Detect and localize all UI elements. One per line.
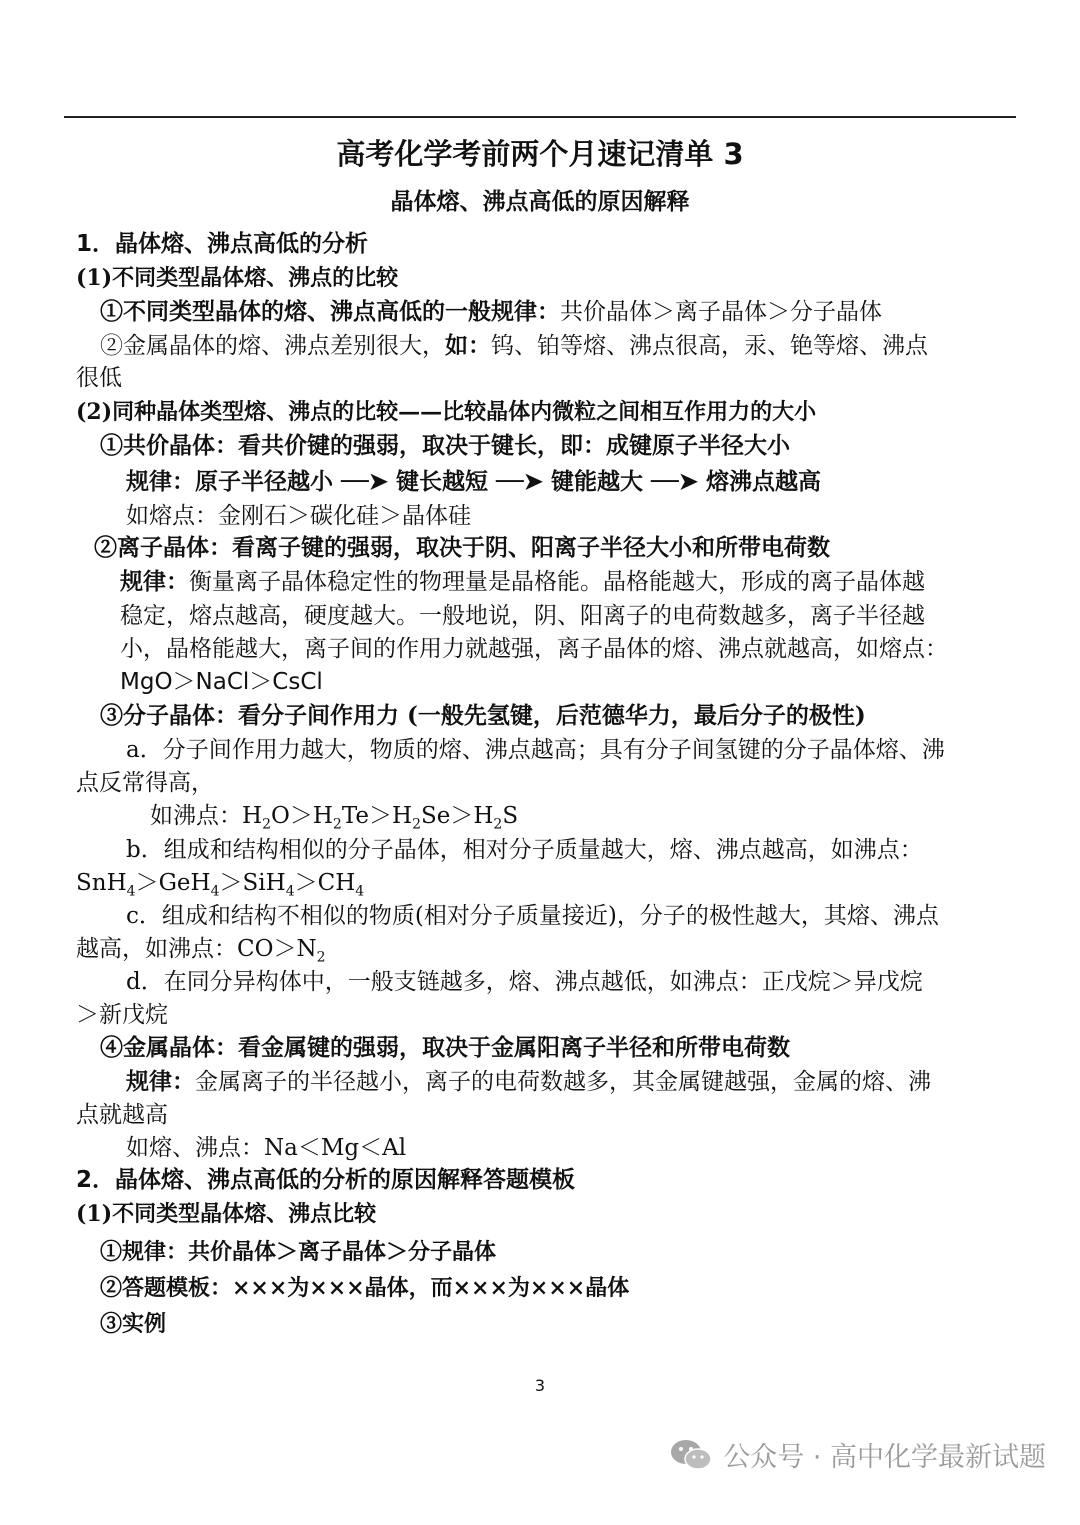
text-line: 稳定，熔点越高，硬度越大。一般地说，阴、阳离子的电荷数越多，离子半径越 <box>120 603 925 629</box>
arrow-icon: ──➤ <box>651 468 698 495</box>
bold-lead: 如： <box>445 332 491 359</box>
text-span: 金属离子的半径越小，离子的电荷数越多，其金属键越强，金属的熔、沸 <box>195 1069 931 1095</box>
text-span: 钨、铂等熔、沸点很高，汞、铯等熔、沸点 <box>491 333 928 359</box>
formula-part: ＞SiH <box>219 870 286 896</box>
subscript: 2 <box>262 816 271 833</box>
arrow-icon: ──➤ <box>496 468 543 495</box>
text-span: 衡量离子晶体稳定性的物理量是晶格能。晶格能越大，形成的离子晶体越 <box>189 569 925 595</box>
point-heading: ①规律：共价晶体＞离子晶体＞分子晶体 <box>100 1239 497 1265</box>
point-heading: ②答题模板：×××为×××晶体，而×××为×××晶体 <box>100 1275 630 1301</box>
page-number: 3 <box>534 1376 546 1395</box>
text-line <box>126 1066 931 1098</box>
formula-part: ＞CH <box>294 870 356 896</box>
bold-lead: ①不同类型晶体的熔、沸点高低的一般规律： <box>100 298 560 325</box>
subscript: 2 <box>493 816 503 833</box>
subsection-heading: (1)不同类型晶体熔、沸点的比较 <box>76 265 399 291</box>
subscript: 4 <box>285 883 295 900</box>
point-heading: ④金属晶体：看金属键的强弱，取决于金属阳离子半径和所带电荷数 <box>100 1034 790 1061</box>
page-subtitle: 晶体熔、沸点高低的原因解释 <box>390 189 690 215</box>
watermark-text: 公众号 · 高中化学最新试题 <box>723 1442 1046 1473</box>
text-span: 熔沸点越高 <box>706 468 821 495</box>
text-span: 键能越大 <box>551 468 643 495</box>
subsection-heading: (1)不同类型晶体熔、沸点比较 <box>76 1201 377 1227</box>
point-heading: ③实例 <box>100 1311 167 1337</box>
subscript: 4 <box>355 883 365 900</box>
top-rule <box>64 116 1016 118</box>
subscript: 2 <box>412 816 421 833</box>
formula-line <box>76 867 364 899</box>
text-line: 点反常得高， <box>76 770 214 796</box>
subscript: 4 <box>210 883 220 900</box>
text-line: 很低 <box>76 365 122 391</box>
text-line <box>100 330 928 362</box>
formula-part: H <box>242 803 263 829</box>
page-title: 高考化学考前两个月速记清单 3 <box>336 137 744 171</box>
point-heading: ①共价晶体：看共价键的强弱，取决于键长，即：成键原子半径大小 <box>100 432 790 459</box>
text-span: 越高，如沸点：CO＞N <box>76 936 317 962</box>
bold-lead: 规律： <box>126 1068 195 1095</box>
text-line: c．组成和结构不相似的物质(相对分子质量接近)，分子的极性越大，其熔、沸点 <box>126 903 939 929</box>
text-line: d．在同分异构体中，一般支链越多，熔、沸点越低，如沸点：正戊烷＞异戊烷 <box>126 969 923 995</box>
text-line: ＞新戊烷 <box>76 1002 168 1028</box>
formula-part: Te＞H <box>341 803 413 829</box>
formula-part: O＞H <box>270 803 333 829</box>
text-line <box>100 296 882 328</box>
text-line: b．组成和结构相似的分子晶体，相对分子质量越大，熔、沸点越高，如沸点： <box>126 837 923 863</box>
section-heading-2: 2．晶体熔、沸点高低的分析的原因解释答题模板 <box>76 1167 576 1193</box>
text-span: 共价晶体＞离子晶体＞分子晶体 <box>560 299 882 325</box>
watermark <box>669 1435 1046 1474</box>
text-line: MgO＞NaCl＞CsCl <box>120 669 323 695</box>
text-span: 如沸点： <box>150 803 242 829</box>
point-heading: ③分子晶体：看分子间作用力 (一般先氢键，后范德华力，最后分子的极性) <box>100 702 866 729</box>
arrow-icon: ──➤ <box>341 468 388 495</box>
formula-part: S <box>502 803 519 829</box>
text-line: a．分子间作用力越大，物质的熔、沸点越高；具有分子间氢键的分子晶体熔、沸 <box>126 737 945 763</box>
subscript: 4 <box>126 883 136 900</box>
text-line <box>120 566 925 598</box>
subscript: 2 <box>316 949 326 966</box>
wechat-icon <box>669 1437 713 1473</box>
section-heading-1: 1．晶体熔、沸点高低的分析 <box>76 231 369 257</box>
text-line: 如熔点：金刚石＞碳化硅＞晶体硅 <box>126 503 471 529</box>
text-line: 如熔、沸点：Na＜Mg＜Al <box>126 1135 407 1161</box>
text-line: 点就越高 <box>76 1102 168 1128</box>
formula-part: Se＞H <box>420 803 494 829</box>
point-heading: ②离子晶体：看离子键的强弱，取决于阴、阳离子半径大小和所带电荷数 <box>94 534 830 561</box>
formula-part: ＞GeH <box>135 870 211 896</box>
rule-line <box>126 466 821 498</box>
bold-lead: 规律： <box>120 568 189 595</box>
text-span: 键长越短 <box>396 468 488 495</box>
text-span: 规律：原子半径越小 <box>126 468 333 495</box>
text-span: ②金属晶体的熔、沸点差别很大， <box>100 333 445 359</box>
text-line: 小，晶格能越大，离子间的作用力就越强，离子晶体的熔、沸点就越高，如熔点： <box>120 636 948 662</box>
subscript: 2 <box>332 816 342 833</box>
formula-line <box>150 800 518 832</box>
formula-part: SnH <box>76 870 127 896</box>
subsection-heading: (2)同种晶体类型熔、沸点的比较——比较晶体内微粒之间相互作用力的大小 <box>76 399 817 425</box>
formula-line <box>76 933 326 965</box>
